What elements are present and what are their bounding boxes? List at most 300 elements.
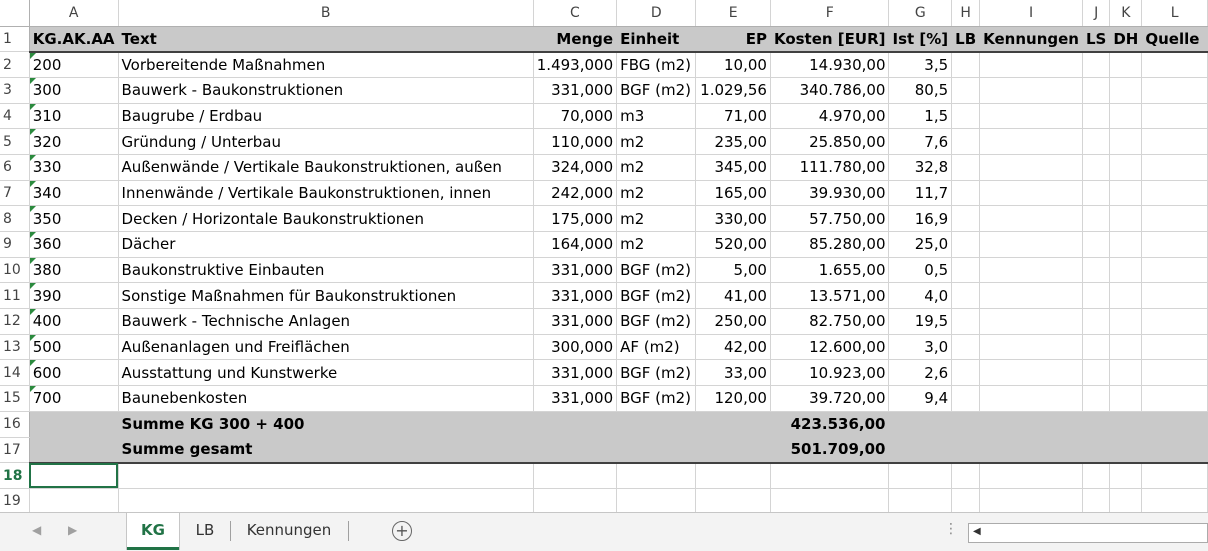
- empty-cell[interactable]: [1110, 180, 1142, 206]
- row-header[interactable]: 12: [0, 309, 29, 335]
- sheet-tab-kg[interactable]: KG: [127, 513, 179, 550]
- empty-cell[interactable]: [980, 206, 1083, 232]
- empty-cell[interactable]: [1082, 283, 1109, 309]
- text-cell[interactable]: Sonstige Maßnahmen für Baukonstruktionen: [118, 283, 533, 309]
- sum-label-cell[interactable]: Summe KG 300 + 400: [118, 411, 533, 437]
- empty-cell[interactable]: [1110, 360, 1142, 386]
- einheit-cell[interactable]: BGF (m2): [617, 360, 696, 386]
- plus-circle-icon[interactable]: +: [392, 521, 412, 541]
- header-cell[interactable]: KG.AK.AA: [29, 26, 118, 52]
- ist-cell[interactable]: 80,5: [889, 77, 952, 103]
- kosten-cell[interactable]: 1.655,00: [770, 257, 889, 283]
- column-header[interactable]: E: [696, 0, 771, 26]
- einheit-cell[interactable]: BGF (m2): [617, 283, 696, 309]
- empty-cell[interactable]: [1142, 309, 1208, 335]
- kosten-cell[interactable]: 10.923,00: [770, 360, 889, 386]
- kosten-cell[interactable]: 39.930,00: [770, 180, 889, 206]
- empty-cell[interactable]: [1110, 206, 1142, 232]
- table-row: [0, 232, 1208, 258]
- sheet-tab-lb[interactable]: LB: [195, 521, 215, 539]
- kg-cell[interactable]: 200: [29, 52, 118, 78]
- einheit-cell[interactable]: AF (m2): [617, 334, 696, 360]
- ep-cell[interactable]: 10,00: [696, 52, 771, 78]
- empty-cell[interactable]: [617, 463, 696, 489]
- error-indicator-icon[interactable]: [30, 206, 36, 212]
- empty-cell[interactable]: [1082, 488, 1109, 514]
- text-cell[interactable]: Ausstattung und Kunstwerke: [118, 360, 533, 386]
- ist-cell[interactable]: 1,5: [889, 103, 952, 129]
- empty-cell[interactable]: [980, 334, 1083, 360]
- empty-cell[interactable]: [1110, 129, 1142, 155]
- empty-cell[interactable]: [952, 206, 980, 232]
- empty-cell[interactable]: [1082, 334, 1109, 360]
- error-indicator-icon[interactable]: [30, 155, 36, 161]
- empty-cell[interactable]: [1082, 77, 1109, 103]
- empty-cell[interactable]: [980, 463, 1083, 489]
- empty-cell[interactable]: [1082, 103, 1109, 129]
- text-cell[interactable]: Decken / Horizontale Baukonstruktionen: [118, 206, 533, 232]
- split-handle-icon[interactable]: ⋮: [944, 521, 958, 537]
- table-row: [0, 360, 1208, 386]
- einheit-cell[interactable]: m2: [617, 154, 696, 180]
- empty-cell[interactable]: [980, 77, 1083, 103]
- row-header[interactable]: 5: [0, 129, 29, 155]
- empty-cell[interactable]: [980, 488, 1083, 514]
- empty-cell[interactable]: [952, 180, 980, 206]
- text-cell[interactable]: Vorbereitende Maßnahmen: [118, 52, 533, 78]
- empty-cell[interactable]: [533, 463, 616, 489]
- row-header[interactable]: 14: [0, 360, 29, 386]
- row-header[interactable]: 13: [0, 334, 29, 360]
- empty-cell[interactable]: [980, 257, 1083, 283]
- empty-cell[interactable]: [29, 411, 118, 437]
- kosten-cell[interactable]: 25.850,00: [770, 129, 889, 155]
- ist-cell[interactable]: 19,5: [889, 309, 952, 335]
- table-row: [0, 488, 1208, 514]
- empty-cell[interactable]: [1082, 232, 1109, 258]
- error-indicator-icon[interactable]: [30, 386, 36, 392]
- select-all-corner[interactable]: [0, 0, 29, 26]
- empty-cell[interactable]: [952, 386, 980, 412]
- ist-cell[interactable]: 7,6: [889, 129, 952, 155]
- ist-cell[interactable]: 25,0: [889, 232, 952, 258]
- text-cell[interactable]: Außenanlagen und Freiflächen: [118, 334, 533, 360]
- table-row: [0, 463, 1208, 489]
- menge-cell[interactable]: 70,000: [533, 103, 616, 129]
- einheit-cell[interactable]: m2: [617, 232, 696, 258]
- scroll-left-icon[interactable]: ◀: [973, 526, 981, 537]
- einheit-cell[interactable]: m2: [617, 206, 696, 232]
- header-cell[interactable]: Text: [118, 26, 533, 52]
- table-header-row: [0, 26, 1208, 52]
- einheit-cell[interactable]: m2: [617, 129, 696, 155]
- empty-cell[interactable]: [1142, 283, 1208, 309]
- empty-cell[interactable]: [980, 154, 1083, 180]
- table-row: [0, 257, 1208, 283]
- empty-cell[interactable]: [1110, 309, 1142, 335]
- row-header[interactable]: 4: [0, 103, 29, 129]
- empty-cell[interactable]: [1110, 154, 1142, 180]
- empty-cell[interactable]: [1142, 360, 1208, 386]
- empty-cell[interactable]: [1082, 463, 1109, 489]
- empty-cell[interactable]: [1082, 437, 1109, 463]
- empty-cell[interactable]: [1142, 334, 1208, 360]
- column-header[interactable]: D: [617, 0, 696, 26]
- column-header[interactable]: G: [889, 0, 952, 26]
- empty-cell[interactable]: [1082, 129, 1109, 155]
- kosten-cell[interactable]: 111.780,00: [770, 154, 889, 180]
- ist-cell[interactable]: 32,8: [889, 154, 952, 180]
- einheit-cell[interactable]: BGF (m2): [617, 77, 696, 103]
- empty-cell[interactable]: [696, 437, 771, 463]
- sheet-tab-kennungen[interactable]: Kennungen: [246, 521, 332, 539]
- empty-cell[interactable]: [1142, 129, 1208, 155]
- empty-cell[interactable]: [952, 334, 980, 360]
- kosten-cell[interactable]: 85.280,00: [770, 232, 889, 258]
- triangle-left-icon[interactable]: ◀: [32, 523, 42, 537]
- empty-cell[interactable]: [952, 283, 980, 309]
- empty-cell[interactable]: [980, 360, 1083, 386]
- ep-cell[interactable]: 5,00: [696, 257, 771, 283]
- header-cell[interactable]: Kosten [EUR]: [770, 26, 889, 52]
- row-header[interactable]: 17: [0, 437, 29, 463]
- table-row: [0, 386, 1208, 412]
- empty-cell[interactable]: [1142, 206, 1208, 232]
- empty-cell[interactable]: [617, 437, 696, 463]
- column-header[interactable]: J: [1082, 0, 1109, 26]
- ep-cell[interactable]: 330,00: [696, 206, 771, 232]
- header-cell[interactable]: Ist [%]: [889, 26, 952, 52]
- empty-cell[interactable]: [617, 488, 696, 514]
- kosten-cell[interactable]: 12.600,00: [770, 334, 889, 360]
- kg-cell[interactable]: 340: [29, 180, 118, 206]
- empty-cell[interactable]: [952, 488, 980, 514]
- row-header[interactable]: 3: [0, 77, 29, 103]
- einheit-cell[interactable]: m2: [617, 180, 696, 206]
- empty-cell[interactable]: [1110, 437, 1142, 463]
- kg-cell[interactable]: 310: [29, 103, 118, 129]
- empty-cell[interactable]: [118, 463, 533, 489]
- column-header[interactable]: I: [980, 0, 1083, 26]
- column-header[interactable]: F: [770, 0, 889, 26]
- empty-cell[interactable]: [533, 411, 616, 437]
- row-header[interactable]: 2: [0, 52, 29, 78]
- empty-cell[interactable]: [617, 411, 696, 437]
- menge-cell[interactable]: 331,000: [533, 283, 616, 309]
- ep-cell[interactable]: 520,00: [696, 232, 771, 258]
- text-cell[interactable]: Gründung / Unterbau: [118, 129, 533, 155]
- kg-cell[interactable]: 600: [29, 360, 118, 386]
- sum-row: [0, 437, 1208, 463]
- tab-divider: [230, 521, 231, 541]
- error-indicator-icon[interactable]: [30, 283, 36, 289]
- kg-cell[interactable]: 390: [29, 283, 118, 309]
- column-header[interactable]: A: [29, 0, 118, 26]
- error-indicator-icon[interactable]: [30, 53, 36, 59]
- empty-cell[interactable]: [1082, 411, 1109, 437]
- empty-cell[interactable]: [1142, 463, 1208, 489]
- ep-cell[interactable]: 41,00: [696, 283, 771, 309]
- text-cell[interactable]: Baunebenkosten: [118, 386, 533, 412]
- row-header[interactable]: 18: [0, 463, 29, 489]
- empty-cell[interactable]: [952, 154, 980, 180]
- empty-cell[interactable]: [1142, 154, 1208, 180]
- ep-cell[interactable]: 235,00: [696, 129, 771, 155]
- empty-cell[interactable]: [980, 283, 1083, 309]
- table-row: [0, 154, 1208, 180]
- row-header[interactable]: 1: [0, 26, 29, 52]
- empty-cell[interactable]: [980, 309, 1083, 335]
- empty-cell[interactable]: [1110, 411, 1142, 437]
- menge-cell[interactable]: 331,000: [533, 309, 616, 335]
- empty-cell[interactable]: [980, 103, 1083, 129]
- menge-cell[interactable]: 331,000: [533, 386, 616, 412]
- empty-cell[interactable]: [1082, 206, 1109, 232]
- empty-cell[interactable]: [1110, 52, 1142, 78]
- kosten-cell[interactable]: 39.720,00: [770, 386, 889, 412]
- text-cell[interactable]: Innenwände / Vertikale Baukonstruktionen, innen: [118, 180, 533, 206]
- einheit-cell[interactable]: m3: [617, 103, 696, 129]
- empty-cell[interactable]: [696, 488, 771, 514]
- kg-cell[interactable]: 380: [29, 257, 118, 283]
- menge-cell[interactable]: 1.493,000: [533, 52, 616, 78]
- text-cell[interactable]: Baukonstruktive Einbauten: [118, 257, 533, 283]
- ist-cell[interactable]: 11,7: [889, 180, 952, 206]
- kg-cell[interactable]: 350: [29, 206, 118, 232]
- empty-cell[interactable]: [770, 463, 889, 489]
- column-header[interactable]: K: [1110, 0, 1142, 26]
- ep-cell[interactable]: 165,00: [696, 180, 771, 206]
- empty-cell[interactable]: [952, 463, 980, 489]
- empty-cell[interactable]: [1110, 103, 1142, 129]
- text-cell[interactable]: Bauwerk - Baukonstruktionen: [118, 77, 533, 103]
- row-header[interactable]: 16: [0, 411, 29, 437]
- header-cell[interactable]: Kennungen: [980, 26, 1083, 52]
- empty-cell[interactable]: [1082, 360, 1109, 386]
- kg-cell[interactable]: 700: [29, 386, 118, 412]
- ep-cell[interactable]: 42,00: [696, 334, 771, 360]
- empty-cell[interactable]: [952, 437, 980, 463]
- column-header[interactable]: C: [533, 0, 616, 26]
- sum-kosten-cell[interactable]: 423.536,00: [770, 411, 889, 437]
- empty-cell[interactable]: [952, 411, 980, 437]
- row-header[interactable]: 6: [0, 154, 29, 180]
- empty-cell[interactable]: [1082, 154, 1109, 180]
- empty-cell[interactable]: [1110, 386, 1142, 412]
- empty-cell[interactable]: [29, 437, 118, 463]
- empty-cell[interactable]: [1142, 257, 1208, 283]
- ist-cell[interactable]: 3,5: [889, 52, 952, 78]
- empty-cell[interactable]: [29, 488, 118, 514]
- empty-cell[interactable]: [1142, 180, 1208, 206]
- table-row: [0, 283, 1208, 309]
- table-row: [0, 180, 1208, 206]
- kosten-cell[interactable]: 57.750,00: [770, 206, 889, 232]
- empty-cell[interactable]: [952, 52, 980, 78]
- empty-cell[interactable]: [1110, 283, 1142, 309]
- row-header[interactable]: 19: [0, 488, 29, 514]
- empty-cell[interactable]: [533, 488, 616, 514]
- ist-cell[interactable]: 2,6: [889, 360, 952, 386]
- ep-cell[interactable]: 71,00: [696, 103, 771, 129]
- row-header[interactable]: 15: [0, 386, 29, 412]
- empty-cell[interactable]: [1110, 232, 1142, 258]
- empty-cell[interactable]: [1110, 463, 1142, 489]
- empty-cell[interactable]: [696, 463, 771, 489]
- kosten-cell[interactable]: 4.970,00: [770, 103, 889, 129]
- column-header[interactable]: H: [952, 0, 980, 26]
- einheit-cell[interactable]: BGF (m2): [617, 386, 696, 412]
- text-cell[interactable]: Dächer: [118, 232, 533, 258]
- header-cell[interactable]: LS: [1082, 26, 1109, 52]
- error-indicator-icon[interactable]: [30, 335, 36, 341]
- menge-cell[interactable]: 300,000: [533, 334, 616, 360]
- table-row: [0, 206, 1208, 232]
- empty-cell[interactable]: [1082, 180, 1109, 206]
- active-cell[interactable]: [29, 463, 118, 489]
- ep-cell[interactable]: 120,00: [696, 386, 771, 412]
- row-header[interactable]: 7: [0, 180, 29, 206]
- kosten-cell[interactable]: 82.750,00: [770, 309, 889, 335]
- einheit-cell[interactable]: BGF (m2): [617, 309, 696, 335]
- empty-cell[interactable]: [1142, 77, 1208, 103]
- header-cell[interactable]: Quelle: [1142, 26, 1208, 52]
- empty-cell[interactable]: [1142, 52, 1208, 78]
- einheit-cell[interactable]: FBG (m2): [617, 52, 696, 78]
- empty-cell[interactable]: [980, 386, 1083, 412]
- error-indicator-icon[interactable]: [30, 78, 36, 84]
- menge-cell[interactable]: 242,000: [533, 180, 616, 206]
- header-cell[interactable]: Menge: [533, 26, 616, 52]
- sum-row: [0, 411, 1208, 437]
- empty-cell[interactable]: [952, 360, 980, 386]
- empty-cell[interactable]: [1082, 52, 1109, 78]
- ep-cell[interactable]: 1.029,56: [696, 77, 771, 103]
- empty-cell[interactable]: [980, 129, 1083, 155]
- error-indicator-icon[interactable]: [30, 181, 36, 187]
- empty-cell[interactable]: [980, 411, 1083, 437]
- empty-cell[interactable]: [1082, 257, 1109, 283]
- ist-cell[interactable]: 0,5: [889, 257, 952, 283]
- empty-cell[interactable]: [1142, 437, 1208, 463]
- header-cell[interactable]: LB: [952, 26, 980, 52]
- row-header[interactable]: 10: [0, 257, 29, 283]
- empty-cell[interactable]: [952, 309, 980, 335]
- empty-cell[interactable]: [980, 180, 1083, 206]
- column-header[interactable]: B: [118, 0, 533, 26]
- empty-cell[interactable]: [1110, 488, 1142, 514]
- empty-cell[interactable]: [1142, 232, 1208, 258]
- einheit-cell[interactable]: BGF (m2): [617, 257, 696, 283]
- menge-cell[interactable]: 331,000: [533, 77, 616, 103]
- empty-cell[interactable]: [952, 77, 980, 103]
- kg-cell[interactable]: 320: [29, 129, 118, 155]
- kg-cell[interactable]: 300: [29, 77, 118, 103]
- empty-cell[interactable]: [1082, 386, 1109, 412]
- header-cell[interactable]: DH: [1110, 26, 1142, 52]
- empty-cell[interactable]: [952, 232, 980, 258]
- empty-cell[interactable]: [533, 437, 616, 463]
- menge-cell[interactable]: 324,000: [533, 154, 616, 180]
- ist-cell[interactable]: 16,9: [889, 206, 952, 232]
- error-indicator-icon[interactable]: [30, 232, 36, 238]
- empty-cell[interactable]: [980, 437, 1083, 463]
- kosten-cell[interactable]: 13.571,00: [770, 283, 889, 309]
- row-header[interactable]: 8: [0, 206, 29, 232]
- empty-cell[interactable]: [980, 52, 1083, 78]
- sum-label-cell[interactable]: Summe gesamt: [118, 437, 533, 463]
- kg-cell[interactable]: 400: [29, 309, 118, 335]
- empty-cell[interactable]: [696, 411, 771, 437]
- sum-kosten-cell[interactable]: 501.709,00: [770, 437, 889, 463]
- empty-cell[interactable]: [952, 129, 980, 155]
- ep-cell[interactable]: 33,00: [696, 360, 771, 386]
- menge-cell[interactable]: 164,000: [533, 232, 616, 258]
- empty-cell[interactable]: [1110, 257, 1142, 283]
- menge-cell[interactable]: 175,000: [533, 206, 616, 232]
- text-cell[interactable]: Außenwände / Vertikale Baukonstruktionen, außen: [118, 154, 533, 180]
- empty-cell[interactable]: [889, 463, 952, 489]
- kg-cell[interactable]: 500: [29, 334, 118, 360]
- empty-cell[interactable]: [889, 437, 952, 463]
- empty-cell[interactable]: [1142, 411, 1208, 437]
- menge-cell[interactable]: 110,000: [533, 129, 616, 155]
- tab-divider: [348, 521, 349, 541]
- empty-cell[interactable]: [952, 103, 980, 129]
- row-header[interactable]: 9: [0, 232, 29, 258]
- empty-cell[interactable]: [770, 488, 889, 514]
- empty-cell[interactable]: [1110, 334, 1142, 360]
- empty-cell[interactable]: [118, 488, 533, 514]
- ist-cell[interactable]: 3,0: [889, 334, 952, 360]
- header-cell[interactable]: Einheit: [617, 26, 696, 52]
- empty-cell[interactable]: [980, 232, 1083, 258]
- kosten-cell[interactable]: 14.930,00: [770, 52, 889, 78]
- error-indicator-icon[interactable]: [30, 104, 36, 110]
- menge-cell[interactable]: 331,000: [533, 257, 616, 283]
- text-cell[interactable]: Baugrube / Erdbau: [118, 103, 533, 129]
- ist-cell[interactable]: 9,4: [889, 386, 952, 412]
- ist-cell[interactable]: 4,0: [889, 283, 952, 309]
- table-row: [0, 77, 1208, 103]
- empty-cell[interactable]: [1142, 103, 1208, 129]
- error-indicator-icon[interactable]: [30, 258, 36, 264]
- empty-cell[interactable]: [1110, 77, 1142, 103]
- empty-cell[interactable]: [889, 488, 952, 514]
- kosten-cell[interactable]: 340.786,00: [770, 77, 889, 103]
- empty-cell[interactable]: [952, 257, 980, 283]
- horizontal-scrollbar[interactable]: [968, 523, 1208, 543]
- error-indicator-icon[interactable]: [30, 309, 36, 315]
- table-row: [0, 334, 1208, 360]
- kg-cell[interactable]: 360: [29, 232, 118, 258]
- empty-cell[interactable]: [889, 411, 952, 437]
- menge-cell[interactable]: 331,000: [533, 360, 616, 386]
- text-cell[interactable]: Bauwerk - Technische Anlagen: [118, 309, 533, 335]
- ep-cell[interactable]: 345,00: [696, 154, 771, 180]
- error-indicator-icon[interactable]: [30, 360, 36, 366]
- empty-cell[interactable]: [1142, 386, 1208, 412]
- column-header[interactable]: L: [1142, 0, 1208, 26]
- error-indicator-icon[interactable]: [30, 129, 36, 135]
- empty-cell[interactable]: [1082, 309, 1109, 335]
- ep-cell[interactable]: 250,00: [696, 309, 771, 335]
- triangle-right-icon[interactable]: ▶: [68, 523, 78, 537]
- header-cell[interactable]: EP: [696, 26, 771, 52]
- row-header[interactable]: 11: [0, 283, 29, 309]
- kg-cell[interactable]: 330: [29, 154, 118, 180]
- empty-cell[interactable]: [1142, 488, 1208, 514]
